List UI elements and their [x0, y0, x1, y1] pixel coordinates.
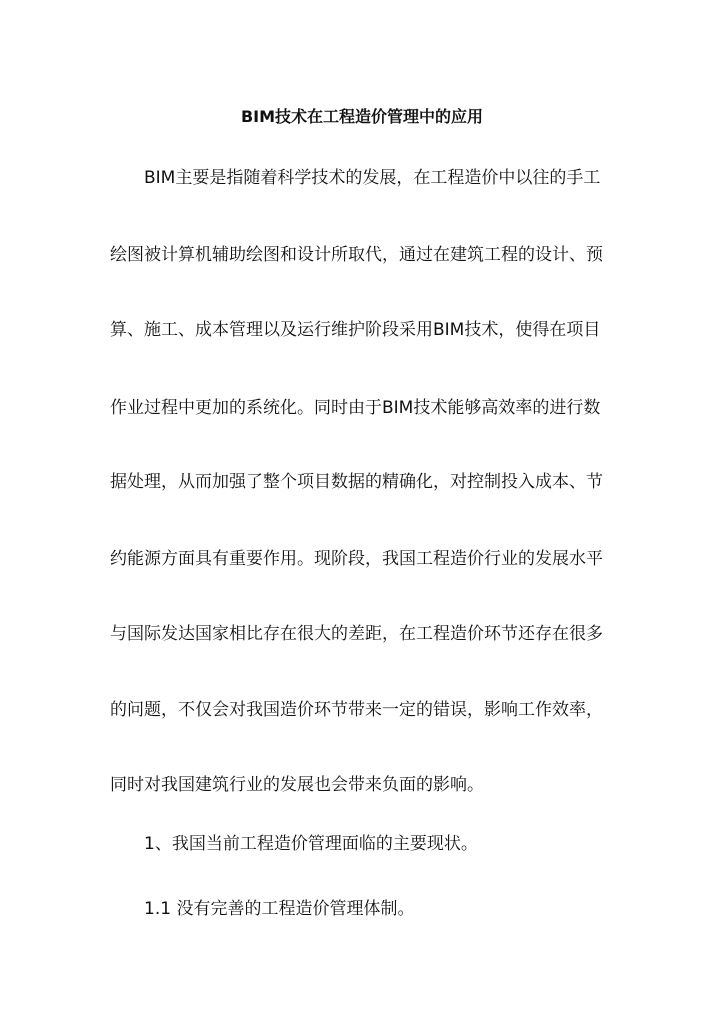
paragraph-line-2: 绘图被计算机辅助绘图和设计所取代，通过在建筑工程的设计、预 — [110, 245, 603, 265]
document-title: BIM技术在工程造价管理中的应用 — [240, 107, 484, 126]
paragraph-line-7: 与国际发达国家相比存在很大的差距，在工程造价环节还存在很多 — [110, 624, 603, 644]
subsection-heading: 1.1 没有完善的工程造价管理体制。 — [144, 899, 415, 919]
paragraph-line-8: 的问题，不仅会对我国造价环节带来一定的错误，影响工作效率， — [110, 700, 603, 720]
paragraph-line-1: BIM主要是指随着科学技术的发展，在工程造价中以往的手工 — [144, 168, 601, 188]
paragraph-line-9: 同时对我国建筑行业的发展也会带来负面的影响。 — [110, 775, 484, 795]
paragraph-line-3: 算、施工、成本管理以及运行维护阶段采用BIM技术，使得在项目 — [110, 320, 601, 340]
paragraph-line-5: 据处理，从而加强了整个项目数据的精确化，对控制投入成本、节 — [110, 472, 603, 492]
section-heading: 1、我国当前工程造价管理面临的主要现状。 — [144, 834, 478, 854]
paragraph-line-6: 约能源方面具有重要作用。现阶段，我国工程造价行业的发展水平 — [110, 549, 603, 569]
paragraph-line-4: 作业过程中更加的系统化。同时由于BIM技术能够高效率的进行数 — [110, 398, 601, 418]
